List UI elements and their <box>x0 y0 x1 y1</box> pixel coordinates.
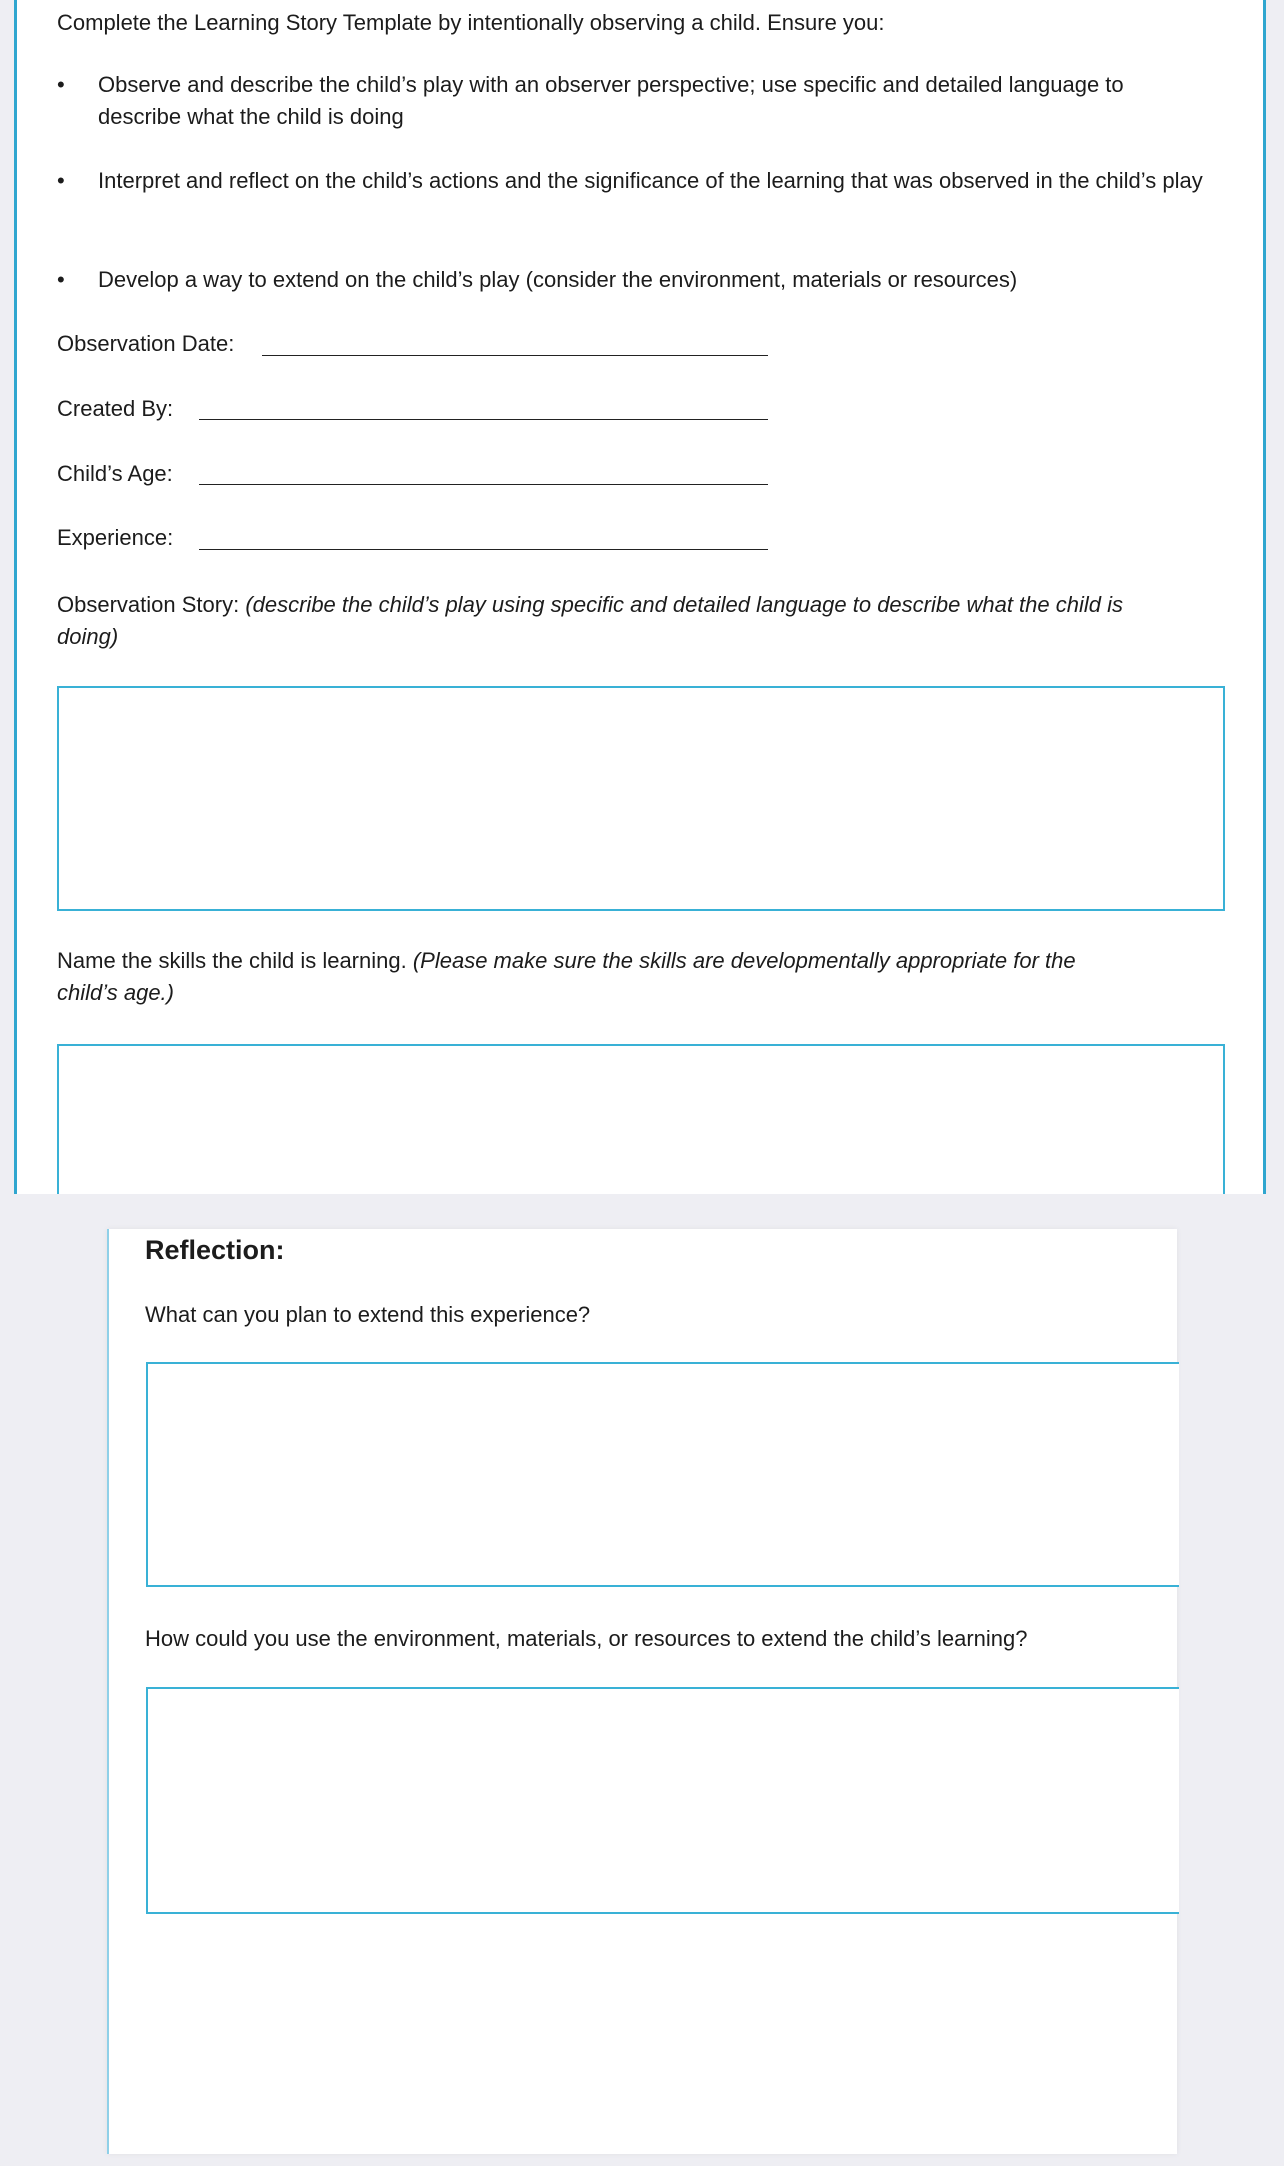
skills-label: Name the skills the child is learning. <box>57 948 407 973</box>
experience-label: Experience: <box>57 525 174 550</box>
skills-prompt <box>57 945 1137 1009</box>
created-by-input[interactable] <box>199 419 768 420</box>
template-page-1 <box>14 0 1266 1194</box>
observation-story-label: Observation Story: <box>57 592 240 617</box>
created-by-label: Created By: <box>57 396 174 421</box>
bullet-dot: • <box>57 72 65 97</box>
observation-story-prompt <box>57 589 1137 653</box>
extend-experience-question: What can you plan to extend this experience? <box>145 1302 591 1327</box>
experience-input[interactable] <box>199 549 768 550</box>
template-page-2 <box>107 1229 1177 2154</box>
observation-date-label: Observation Date: <box>57 331 235 356</box>
skills-box[interactable] <box>57 1044 1225 1194</box>
observation-date-input[interactable] <box>262 355 768 356</box>
reflection-heading: Reflection: <box>145 1235 285 1265</box>
extend-experience-box[interactable] <box>146 1362 1179 1587</box>
observation-story-box[interactable] <box>57 686 1225 911</box>
bullet-develop: Develop a way to extend on the child’s play (consider the environment, materials or resources) <box>98 267 1018 292</box>
bullet-dot: • <box>57 168 65 193</box>
skills-hint: (Please make sure the skills are developmentally appropriate for the child’s age.) <box>57 948 1076 1005</box>
childs-age-input[interactable] <box>199 484 768 485</box>
environment-question: How could you use the environment, materials, or resources to extend the child’s learning? <box>145 1626 1028 1651</box>
bullet-observe: Observe and describe the child’s play with an observer perspective; use specific and detailed language to describe what the child is doing <box>98 72 1124 129</box>
observation-story-hint: (describe the child’s play using specific and detailed language to describe what the child is doing) <box>57 592 1123 649</box>
environment-box[interactable] <box>146 1687 1179 1914</box>
intro-text: Complete the Learning Story Template by intentionally observing a child. Ensure you: <box>57 10 885 35</box>
bullet-dot: • <box>57 267 65 292</box>
bullet-interpret: Interpret and reflect on the child’s actions and the significance of the learning that was observed in the child’s play <box>98 168 1203 193</box>
childs-age-label: Child’s Age: <box>57 461 173 486</box>
